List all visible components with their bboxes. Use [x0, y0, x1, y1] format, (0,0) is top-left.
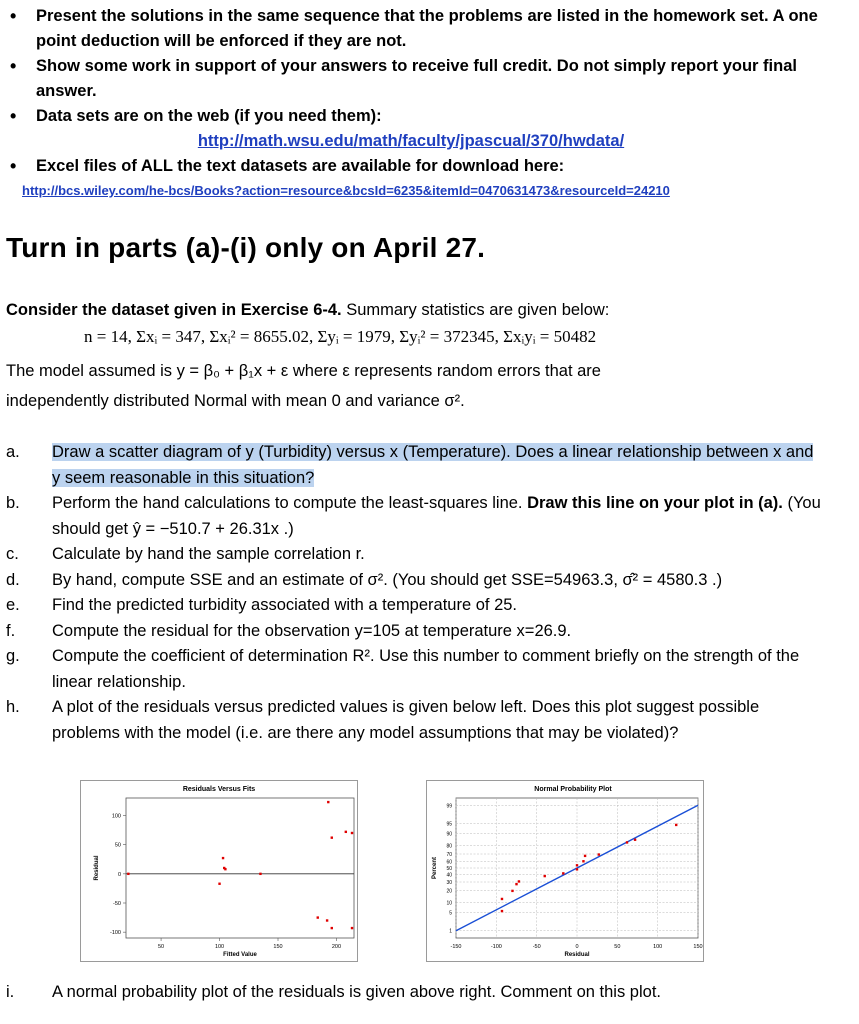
y-tick-label: 100 — [111, 813, 121, 820]
question-a — [6, 440, 826, 491]
y-tick-label: -100 — [109, 930, 121, 937]
problem-intro — [6, 298, 846, 322]
data-sets-link[interactable]: http://math.wsu.edu/math/faculty/jpascual/370/hwdata/ — [197, 132, 625, 150]
data-point — [511, 890, 513, 892]
part-text: A plot of the residuals versus predicted values is given below left. Does this plot suggest possible problems with the model (i.e. are there any model assumptions that may be violated)? — [52, 698, 760, 742]
y-axis-label: Residual — [94, 855, 100, 881]
data-point — [582, 860, 584, 862]
question-g — [6, 644, 826, 695]
instruction-text: Data sets are on the web (if you need them): — [36, 107, 382, 125]
y-tick-label: 5 — [449, 910, 452, 917]
data-point — [626, 841, 628, 843]
y-axis-label: Percent — [432, 856, 438, 880]
intro-text: Summary statistics are given below: — [341, 301, 610, 319]
part-text: Compute the coefficient of determination R². Use this number to comment briefly on the strength of the linear relationship. — [52, 647, 800, 691]
data-point — [224, 868, 226, 870]
part-text: Calculate by hand the sample correlation r. — [52, 545, 365, 563]
normal-probability-plot — [426, 780, 704, 962]
data-point — [562, 872, 564, 874]
y-tick-label: 95 — [446, 821, 452, 828]
model-description — [6, 356, 846, 416]
part-text: By hand, compute SSE and an estimate of σ². (You should get SSE=54963.3, σ̂² = 4580.3 .) — [52, 570, 723, 589]
x-axis-label: Residual — [564, 952, 590, 958]
x-tick-label: 0 — [575, 944, 579, 950]
question-e — [6, 593, 826, 619]
part-text: Find the predicted turbidity associated with a temperature of 25. — [52, 596, 518, 614]
excel-files-link[interactable]: http://bcs.wiley.com/he-bcs/Books?action=resource&bcsId=6235&itemId=0470631473&resourceId=24210 — [22, 183, 670, 198]
data-point — [501, 910, 503, 912]
x-tick-label: 200 — [331, 944, 342, 950]
residuals-versus-fits-plot — [80, 780, 358, 962]
part-text: Perform the hand calculations to compute the least-squares line. — [52, 494, 528, 512]
instruction-item — [6, 104, 846, 154]
chart-frame — [81, 781, 358, 962]
x-tick-label: 150 — [693, 944, 703, 950]
part-letter: g. — [6, 647, 20, 665]
y-tick-label: 40 — [446, 872, 452, 879]
data-point — [584, 855, 586, 857]
question-parts — [6, 440, 826, 746]
y-tick-label: -50 — [113, 901, 121, 907]
x-tick-label: 100 — [214, 944, 225, 950]
part-letter: h. — [6, 698, 20, 716]
x-tick-label: -100 — [490, 944, 502, 950]
x-tick-label: -150 — [450, 944, 462, 950]
data-point — [331, 836, 333, 838]
part-text: Compute the residual for the observation y=105 at temperature x=26.9. — [52, 621, 572, 640]
x-tick-label: 150 — [273, 944, 283, 950]
data-point — [675, 824, 677, 826]
question-f — [6, 619, 826, 645]
data-point — [544, 875, 546, 877]
instruction-item — [6, 54, 846, 104]
data-point — [351, 832, 353, 834]
data-point — [331, 927, 333, 929]
data-point — [351, 927, 353, 929]
bullet-icon: • — [10, 106, 17, 126]
x-tick-label: 100 — [653, 944, 663, 950]
data-point — [317, 916, 319, 918]
question-i — [6, 980, 826, 1004]
data-point — [515, 883, 517, 885]
chart-frame — [427, 781, 704, 962]
instruction-text: Show some work in support of your answers to receive full credit. Do not simply report your final answer. — [36, 57, 797, 100]
y-tick-label: 0 — [117, 871, 121, 878]
part-text-highlighted[interactable]: Draw a scatter diagram of y (Turbidity) versus x (Temperature). Does a linear relationship between x and y seem reasonable in this situation? — [52, 443, 814, 487]
summary-statistics: n = 14, Σxᵢ = 347, Σxᵢ² = 8655.02, Σyᵢ = 1979, Σyᵢ² = 372345, Σxᵢyᵢ = 50482 — [84, 327, 597, 346]
data-point — [127, 873, 129, 875]
y-tick-label: 90 — [446, 831, 452, 838]
question-h — [6, 695, 826, 746]
instruction-text: Excel files of ALL the text datasets are available for download here: — [36, 157, 565, 175]
question-c — [6, 542, 826, 568]
data-point — [576, 864, 578, 866]
part-letter: c. — [6, 545, 19, 563]
y-tick-label: 1 — [449, 928, 452, 935]
x-tick-label: 50 — [614, 944, 621, 950]
instruction-text: Present the solutions in the same sequence that the problems are listed in the homework set. A one point deduction will be enforced if they are not. — [36, 7, 818, 50]
part-text-tail: (You should get ŷ = −510.7 + 26.31x .) — [52, 494, 821, 538]
data-point — [576, 868, 578, 870]
chart-title: Residuals Versus Fits — [182, 786, 256, 793]
data-point — [222, 857, 224, 859]
y-tick-label: 70 — [446, 852, 452, 858]
data-point — [598, 853, 600, 855]
x-tick-label: 50 — [158, 944, 165, 950]
instruction-item — [6, 154, 846, 201]
data-point — [327, 801, 329, 803]
part-text-bold: Draw this line on your plot in (a). — [527, 494, 783, 512]
data-point — [501, 898, 503, 900]
part-letter: i. — [6, 983, 15, 1001]
part-letter: f. — [6, 621, 16, 640]
y-tick-label: 50 — [446, 866, 452, 872]
y-tick-label: 20 — [446, 888, 452, 895]
part-text: A normal probability plot of the residuals is given above right. Comment on this plot. — [52, 983, 661, 1001]
data-point — [259, 873, 261, 875]
model-line: independently distributed Normal with mean 0 and variance σ². — [6, 392, 465, 410]
part-letter: b. — [6, 494, 20, 512]
part-letter: d. — [6, 570, 20, 589]
part-letter: a. — [6, 443, 20, 461]
bullet-icon: • — [10, 56, 17, 76]
instructions-list — [6, 4, 846, 201]
bullet-icon: • — [10, 156, 17, 176]
bullet-icon: • — [10, 6, 17, 26]
y-tick-label: 50 — [114, 842, 121, 849]
y-tick-label: 99 — [446, 803, 452, 810]
data-point — [326, 919, 328, 921]
x-tick-label: -50 — [532, 944, 541, 950]
data-point — [634, 839, 636, 841]
x-axis-label: Fitted Value — [223, 952, 257, 958]
model-line: The model assumed is y = β₀ + β₁x + ε where ε represents random errors that are — [6, 362, 601, 380]
y-tick-label: 30 — [446, 880, 452, 886]
chart-title: Normal Probability Plot — [534, 786, 612, 793]
question-b — [6, 491, 826, 542]
data-point — [518, 880, 520, 882]
y-tick-label: 10 — [446, 900, 452, 907]
exercise-reference: Consider the dataset given in Exercise 6-4. — [6, 301, 342, 319]
data-point — [345, 831, 347, 833]
question-d — [6, 568, 826, 594]
y-tick-label: 60 — [446, 859, 452, 866]
data-point — [218, 883, 220, 885]
y-tick-label: 80 — [446, 843, 452, 850]
part-letter: e. — [6, 596, 20, 614]
instruction-item — [6, 4, 846, 54]
page-heading: Turn in parts (a)-(i) only on April 27. — [6, 232, 486, 263]
